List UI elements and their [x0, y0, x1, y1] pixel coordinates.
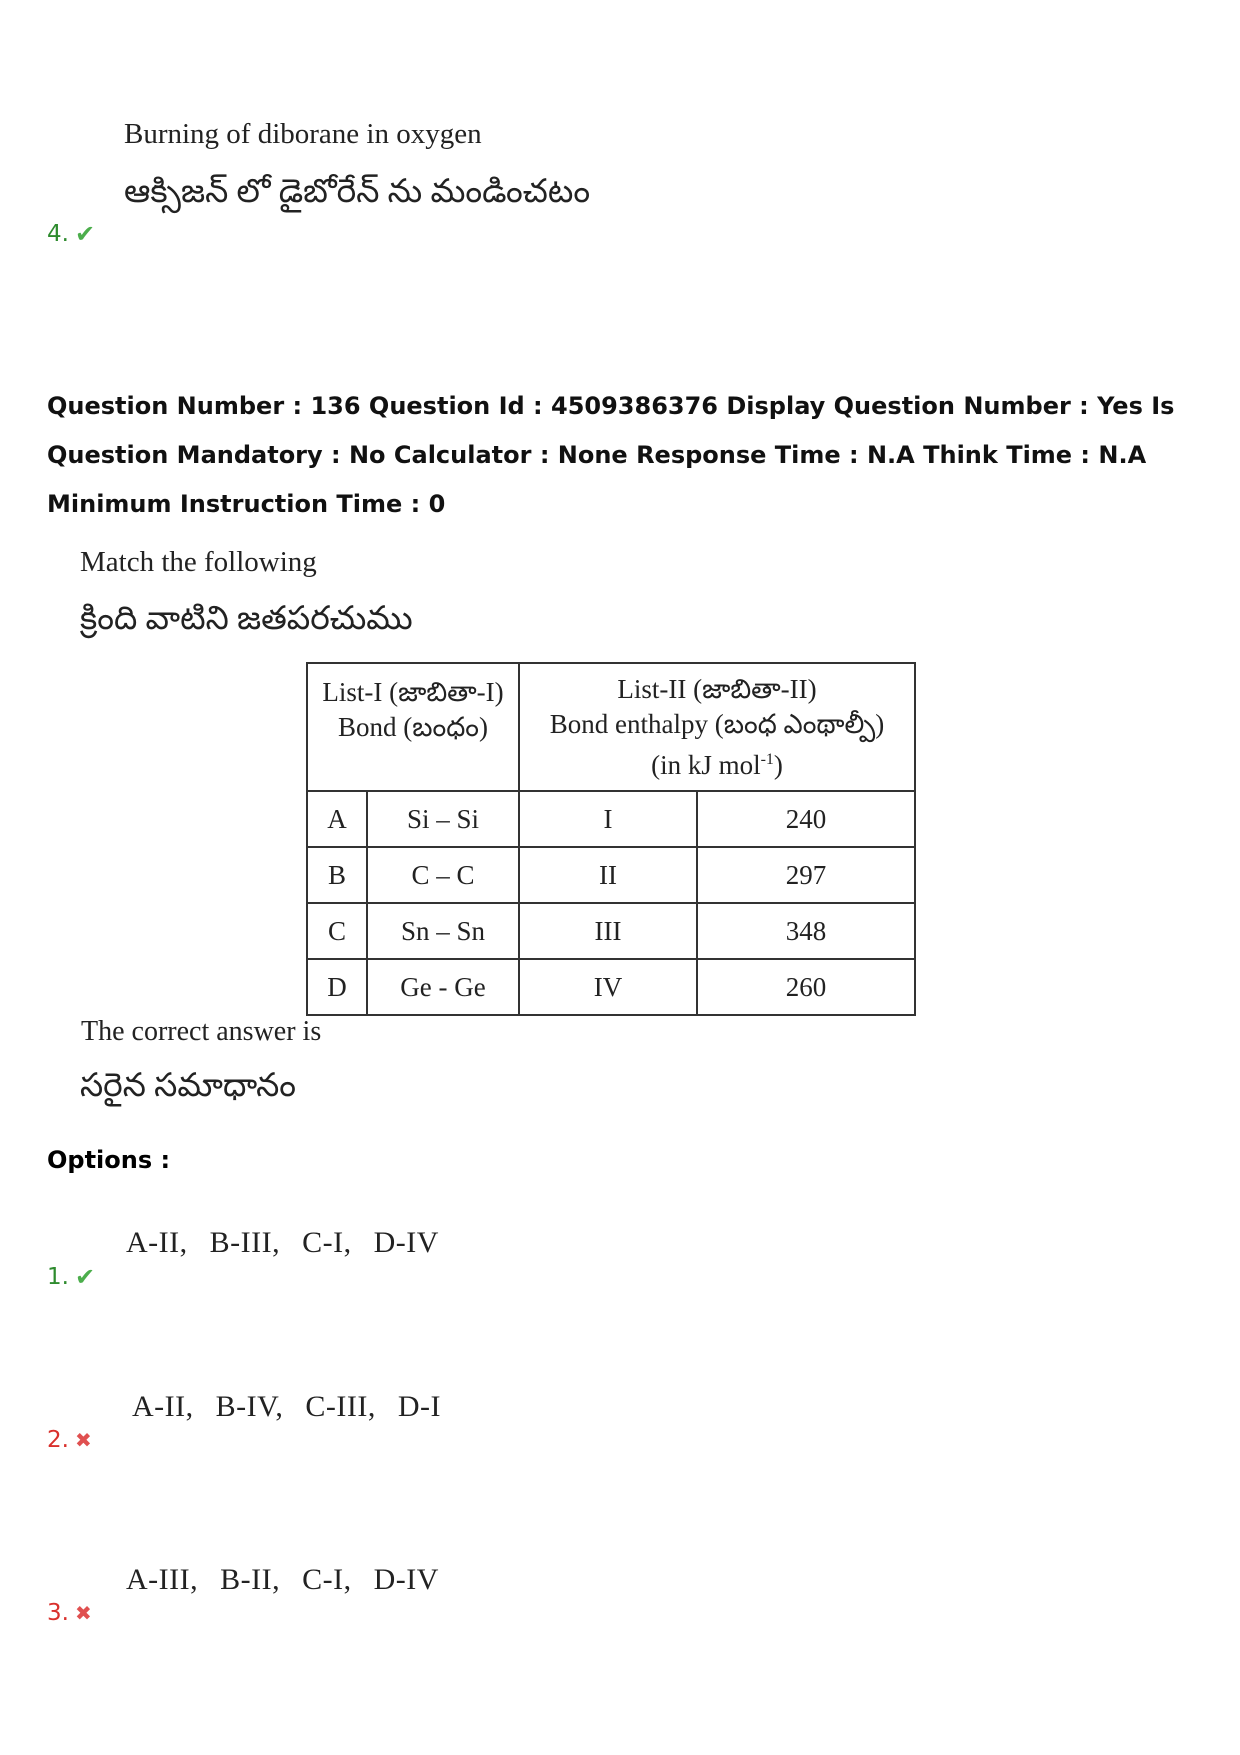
table-header-list1: List-I (జాబితా-I) Bond (బంధం) — [307, 663, 519, 791]
cross-icon: ✖ — [74, 1428, 92, 1452]
option-3-number: 3. ✖ — [47, 1600, 92, 1626]
cross-icon: ✖ — [74, 1601, 92, 1625]
option-2-number: 2. ✖ — [47, 1427, 92, 1453]
option-1-number: 1. ✔ — [47, 1263, 96, 1291]
option-3-text: A-III, B-II, C-I, D-IV — [126, 1563, 439, 1596]
prev-option-text-en: Burning of diborane in oxygen — [124, 118, 482, 150]
question-meta: Question Number : 136 Question Id : 4509386376 Display Question Number : Yes Is Question Mandatory : No Calculator : None Response Time : N.A Think Time : N.A Minimum Instruction Time : 0 — [47, 392, 1175, 518]
table-row: A Si – Si I 240 — [307, 791, 915, 847]
answer-prompt-te: సరైన సమాధానం — [80, 1068, 297, 1104]
match-table — [306, 662, 916, 1016]
options-label: Options : — [47, 1146, 171, 1174]
check-icon: ✔ — [74, 1263, 96, 1291]
question-text-te: క్రింది వాటిని జతపరచుము — [80, 601, 413, 637]
prev-option-text-te: ఆక్సిజన్ లో డైబోరేన్ ను మండించటం — [124, 174, 591, 210]
table-header-row — [307, 663, 915, 791]
option-1-text: A-II, B-III, C-I, D-IV — [126, 1226, 439, 1259]
prev-option-number: 4. ✔ — [47, 220, 96, 248]
answer-prompt-en: The correct answer is — [81, 1016, 322, 1047]
table-header-list2: List-II (జాబితా-II) Bond enthalpy (బంధ ఎంథాల్పీ) (in kJ mol$^{-1}$) — [519, 663, 915, 791]
check-icon: ✔ — [74, 220, 96, 248]
option-2-text: A-II, B-IV, C-III, D-I — [132, 1390, 442, 1423]
table-row: D Ge - Ge IV 260 — [307, 959, 915, 1015]
question-text-en: Match the following — [80, 546, 317, 578]
table-row: B C – C II 297 — [307, 847, 915, 903]
table-row: C Sn – Sn III 348 — [307, 903, 915, 959]
